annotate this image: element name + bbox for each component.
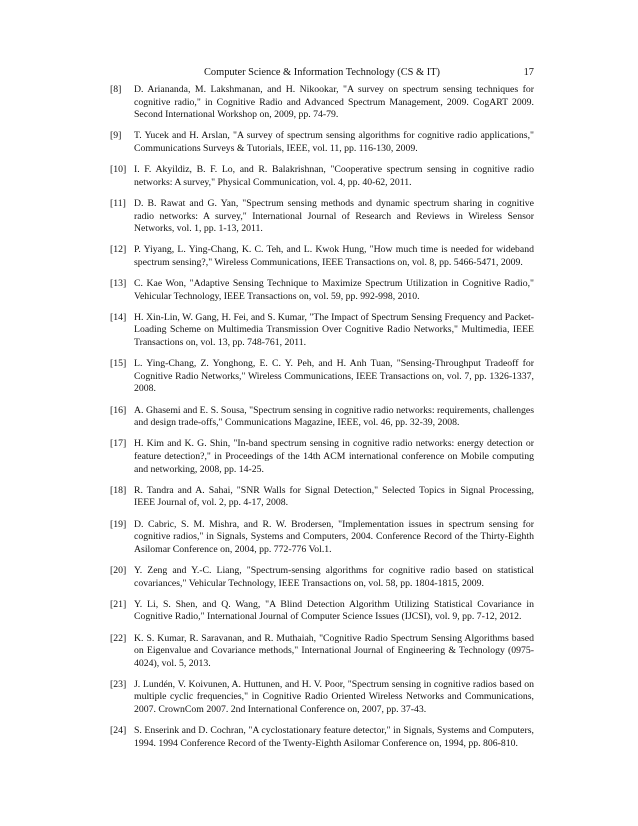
reference-number: [9]: [110, 130, 122, 142]
reference-item: [110, 438, 534, 476]
reference-text: A. Ghasemi and E. S. Sousa, "Spectrum sensing in cognitive radio networks: requirements, challenges and design trade-offs," Communications Magazine, IEEE, vol. 46, pp. 32-39, 2008.: [134, 404, 534, 429]
reference-number: [8]: [110, 84, 122, 95]
reference-item: [110, 633, 534, 671]
reference-item: [110, 84, 534, 122]
reference-item: [110, 278, 534, 303]
reference-item: [110, 485, 534, 510]
reference-text: Y. Li, S. Shen, and Q. Wang, "A Blind Detection Algorithm Utilizing Statistical Covariance in Cognitive Radio," International Journal of Computer Science Issues (IJCSI), vol. 9, pp. 7-12, 2012.: [134, 598, 534, 623]
reference-text: D. Ariananda, M. Lakshmanan, and H. Nikookar, "A survey on spectrum sensing techniques for cognitive radio," in Cognitive Radio and Advanced Spectrum Management, 2009. CogART 2009. Second International Workshop on, 2009, pp. 74-79.: [134, 84, 534, 121]
reference-number: [17]: [110, 438, 127, 450]
journal-title: Computer Science & Information Technology (CS & IT): [204, 67, 440, 78]
reference-item: [110, 679, 534, 717]
reference-text: C. Kae Won, "Adaptive Sensing Technique to Maximize Spectrum Utilization in Cognitive Radio," Vehicular Technology, IEEE Transactions on, vol. 59, pp. 992-998, 2010.: [134, 278, 534, 302]
page-number: 17: [523, 67, 534, 78]
reference-number: [22]: [110, 632, 127, 644]
reference-number: [19]: [110, 518, 127, 530]
reference-item: [110, 519, 534, 557]
reference-item: [110, 358, 534, 396]
reference-number: [21]: [110, 598, 127, 610]
reference-number: [10]: [110, 164, 127, 176]
reference-number: [24]: [110, 725, 127, 737]
reference-text: J. Lundén, V. Koivunen, A. Huttunen, and H. V. Poor, "Spectrum sensing in cognitive radios based on multiple cyclic frequencies," in Cognitive Radio Oriented Wireless Networks and Communications, 2007. CrownCom 2007. 2nd International Conference on, 2007, pp. 37-43.: [134, 678, 534, 716]
reference-number: [15]: [110, 358, 127, 370]
reference-item: [110, 198, 534, 236]
reference-text: Y. Zeng and Y.-C. Liang, "Spectrum-sensing algorithms for cognitive radio based on statistical covariances," Vehicular Technology, IEEE Transactions on, vol. 58, pp. 1804-1815, 2009.: [134, 564, 534, 589]
reference-number: [16]: [110, 404, 127, 416]
reference-text: D. B. Rawat and G. Yan, "Spectrum sensing methods and dynamic spectrum sharing in cognitive radio networks: A survey," International Journal of Research and Reviews in Wireless Sensor Networks, vol. 1, pp. 1-13, 2011.: [134, 197, 534, 235]
reference-number: [14]: [110, 311, 127, 323]
reference-list: [110, 84, 534, 759]
reference-number: [18]: [110, 484, 127, 496]
reference-item: [110, 244, 534, 269]
reference-text: R. Tandra and A. Sahai, "SNR Walls for Signal Detection," Selected Topics in Signal Processing, IEEE Journal of, vol. 2, pp. 4-17, 2008.: [134, 484, 534, 509]
reference-item: [110, 565, 534, 590]
reference-number: [13]: [110, 278, 127, 290]
reference-text: H. Xin-Lin, W. Gang, H. Fei, and S. Kumar, "The Impact of Spectrum Sensing Frequency and Packet-Loading Scheme on Multimedia Transmission Over Cognitive Radio Networks," Multimedia, IEEE Transactions on, vol. 13, pp. 748-761, 2011.: [134, 311, 534, 349]
reference-text: L. Ying-Chang, Z. Yonghong, E. C. Y. Peh, and H. Anh Tuan, "Sensing-Throughput Tradeoff for Cognitive Radio Networks," Wireless Communications, IEEE Transactions on, vol. 7, pp. 1326-1337, 2008.: [134, 358, 534, 395]
reference-text: P. Yiyang, L. Ying-Chang, K. C. Teh, and L. Kwok Hung, "How much time is needed for wideband spectrum sensing?," Wireless Communications, IEEE Transactions on, vol. 8, pp. 5466-5471, 2009.: [134, 244, 534, 268]
reference-text: T. Yucek and H. Arslan, "A survey of spectrum sensing algorithms for cognitive radio applications," Communications Surveys & Tutorials, IEEE, vol. 11, pp. 116-130, 2009.: [134, 130, 534, 154]
reference-item: [110, 130, 534, 155]
reference-number: [12]: [110, 244, 127, 256]
reference-text: D. Cabric, S. M. Mishra, and R. W. Brodersen, "Implementation issues in spectrum sensing for cognitive radios," in Signals, Systems and Computers, 2004. Conference Record of the Thirty-Eighth Asilomar Conference on, 2004, pp. 772-776 Vol.1.: [134, 518, 534, 555]
reference-text: S. Enserink and D. Cochran, "A cyclostationary feature detector," in Signals, Systems and Computers, 1994. 1994 Conference Record of the Twenty-Eighth Asilomar Conference on, 1994, pp. 806-810.: [134, 725, 534, 749]
reference-item: [110, 599, 534, 624]
reference-text: K. S. Kumar, R. Saravanan, and R. Muthaiah, "Cognitive Radio Spectrum Sensing Algorithms based on Eigenvalue and Covariance methods," International Journal of Engineering & Technology (0975-4024), vol. 5, 2013.: [134, 632, 534, 669]
reference-text: I. F. Akyildiz, B. F. Lo, and R. Balakrishnan, "Cooperative spectrum sensing in cognitive radio networks: A survey," Physical Communication, vol. 4, pp. 40-62, 2011.: [134, 164, 534, 188]
reference-item: [110, 164, 534, 189]
reference-number: [11]: [110, 197, 126, 209]
reference-text: H. Kim and K. G. Shin, "In-band spectrum sensing in cognitive radio networks: energy detection or feature detection?," in Proceedings of the 14th ACM international conference on Mobile computing and networking, 2008, pp. 14-25.: [134, 438, 534, 475]
reference-number: [20]: [110, 564, 127, 576]
running-header: [110, 66, 534, 80]
reference-item: [110, 312, 534, 350]
reference-number: [23]: [110, 678, 127, 690]
reference-item: [110, 725, 534, 750]
reference-item: [110, 405, 534, 430]
